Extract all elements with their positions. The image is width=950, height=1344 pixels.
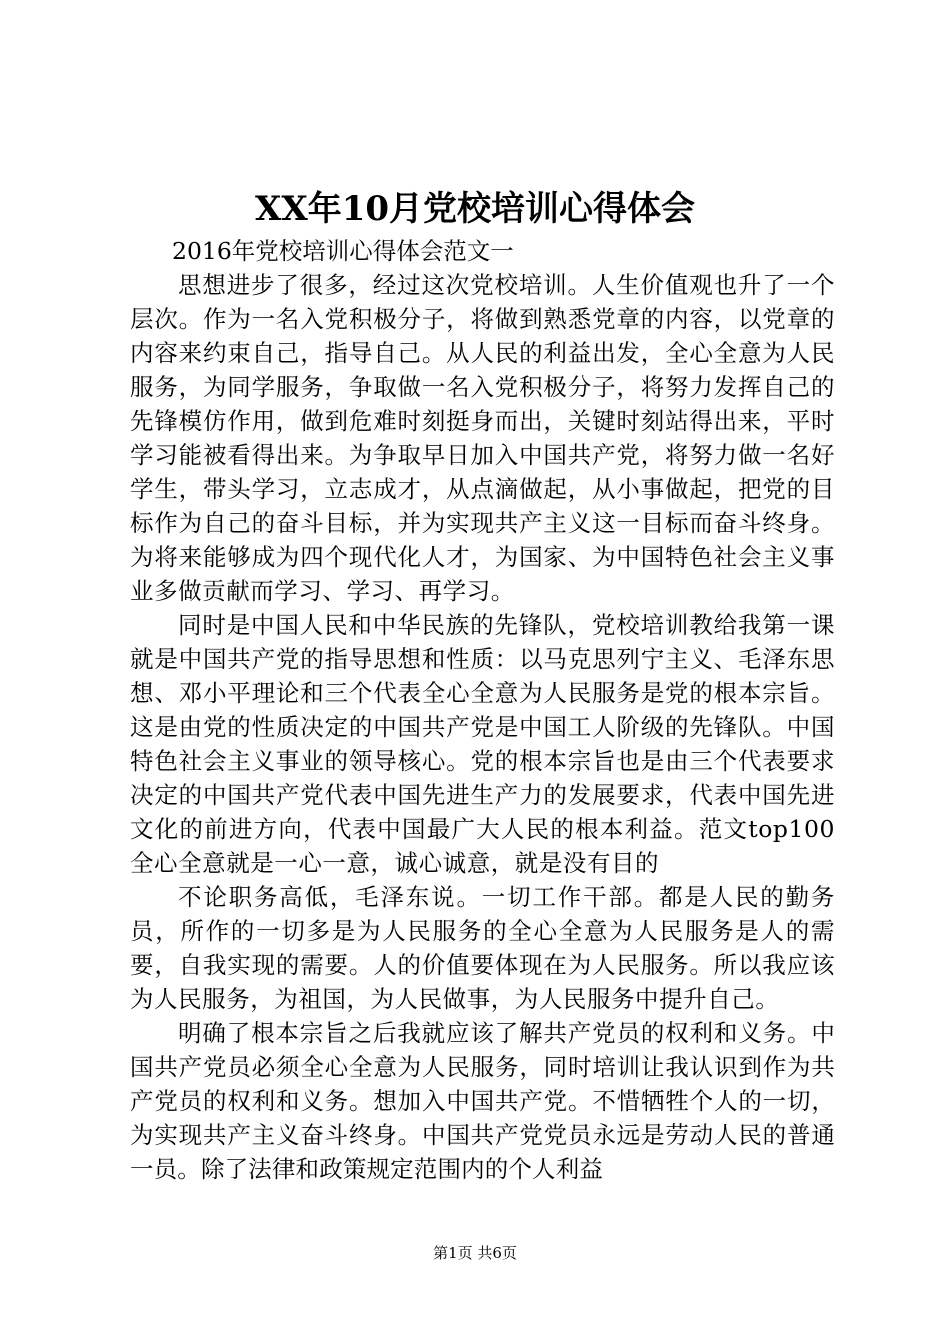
paragraph-2: 同时是中国人民和中华民族的先锋队，党校培训教给我第一课就是中国共产党的指导思想和性质：以马克思列宁主义、毛泽东思想、邓小平理论和三个代表全心全意为人民服务是党的根本宗旨。这是由党的性质决定的中国共产党是中国工人阶级的先锋队。中国特色社会主义事业的领导核心。党的根本宗旨也是由三个代表要求决定的中国共产党代表中国先进生产力的发展要求，代表中国先进文化的前进方向，代表中国最广大人民的根本利益。范文top100全心全意就是一心一意，诚心诚意，就是没有目的 [130, 611, 835, 877]
document-subtitle: 2016年党校培训心得体会范文一 [172, 237, 514, 265]
paragraph-3: 不论职务高低，毛泽东说。一切工作干部。都是人民的勤务员，所作的一切多是为人民服务的全心全意为人民服务是人的需要，自我实现的需要。人的价值要体现在为人民服务。所以我应该为人民服务，为祖国，为人民做事，为人民服务中提升自己。 [130, 883, 835, 1013]
document-title: XX年10月党校培训心得体会 [254, 189, 696, 229]
document-body [130, 268, 835, 1186]
paragraph-1: 思想进步了很多，经过这次党校培训。人生价值观也升了一个层次。作为一名入党积极分子，将做到熟悉党章的内容，以党章的内容来约束自己，指导自己。从人民的利益出发，全心全意为人民服务，为同学服务，争取做一名入党积极分子，将努力发挥自己的先锋模仿作用，做到危难时刻挺身而出，关键时刻站得出来，平时学习能被看得出来。为争取早日加入中国共产党，将努力做一名好学生，带头学习，立志成才，从点滴做起，从小事做起，把党的目标作为自己的奋斗目标，并为实现共产主义这一目标而奋斗终身。为将来能够成为四个现代化人才，为国家、为中国特色社会主义事业多做贡献而学习、学习、再学习。 [130, 271, 835, 605]
paragraph-4: 明确了根本宗旨之后我就应该了解共产党员的权利和义务。中国共产党员必须全心全意为人民服务，同时培训让我认识到作为共产党员的权利和义务。想加入中国共产党。不惜牺牲个人的一切，为实现共产主义奋斗终身。中国共产党党员永远是劳动人民的普通一员。除了法律和政策规定范围内的个人利益 [130, 1019, 835, 1183]
page-footer: 第1页 共6页 [433, 1244, 517, 1262]
